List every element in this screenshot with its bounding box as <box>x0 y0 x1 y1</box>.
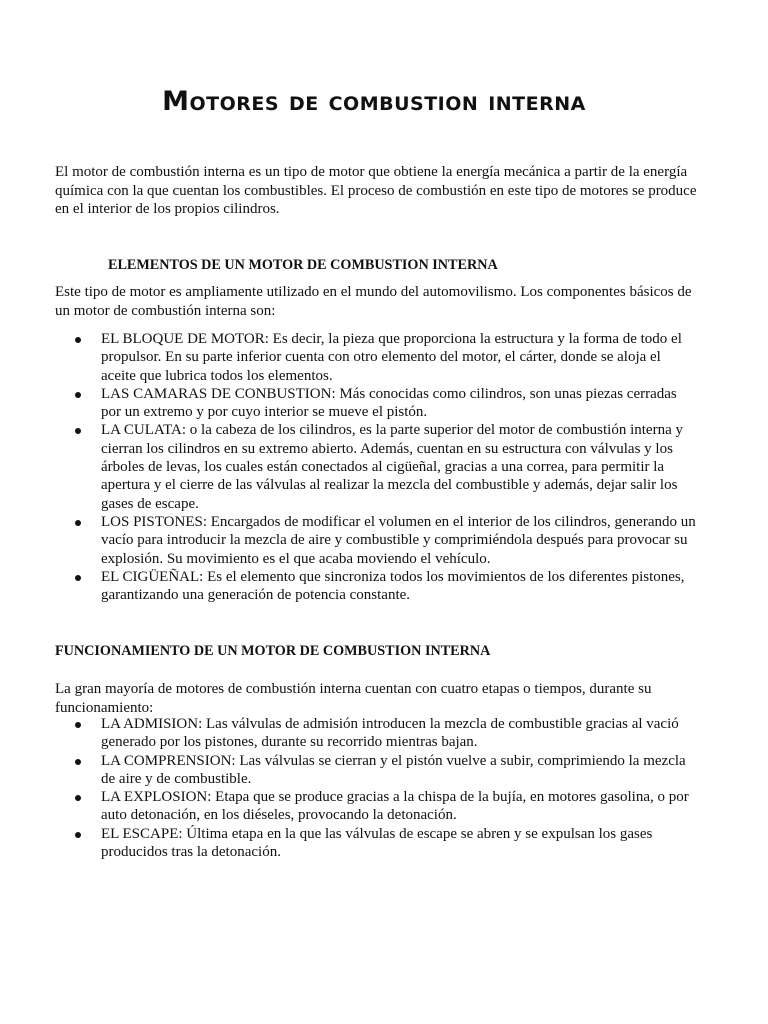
elements-list <box>55 330 715 604</box>
page-title: Motores de combustion interna <box>162 86 586 117</box>
intro-paragraph: El motor de combustión interna es un tipo de motor que obtiene la energía mecánica a partir de la energía química con la que cuentan los combustibles. El proceso de combustión en este tipo de motores se produce en el interior de los propios cilindros. <box>55 164 697 217</box>
function-heading: FUNCIONAMIENTO DE UN MOTOR DE COMBUSTION INTERNA <box>55 643 491 659</box>
bullet-icon <box>75 832 81 838</box>
list-item: LA CULATA: o la cabeza de los cilindros, es la parte superior del motor de combustión interna y cierran los cilindros en su extremo abierto. Además, cuentan en su estructura con válvulas y los árboles de levas, los cuales están conectados al cigüeñal, gracias a una correa, para permitir la apertura y el cierre de las válvulas al realizar la mezcla del combustible y además, dejar salir los gases de escape. <box>55 421 697 512</box>
bullet-icon <box>75 428 81 434</box>
bullet-icon <box>75 337 81 343</box>
bullet-icon <box>75 520 81 526</box>
bullet-icon <box>75 795 81 801</box>
bullet-icon <box>75 759 81 765</box>
elements-heading: ELEMENTOS DE UN MOTOR DE COMBUSTION INTERNA <box>108 257 498 273</box>
function-list <box>55 715 715 861</box>
list-item: LA COMPRENSION: Las válvulas se cierran y el pistón vuelve a subir, comprimiendo la mezcla de aire y de combustible. <box>55 752 697 789</box>
list-item: LAS CAMARAS DE CONBUSTION: Más conocidas como cilindros, son unas piezas cerradas por un extremo y por cuyo interior se mueve el pistón. <box>55 385 697 422</box>
bullet-icon <box>75 575 81 581</box>
list-item: EL CIGÜEÑAL: Es el elemento que sincroniza todos los movimientos de los diferentes pistones, garantizando una generación de potencia constante. <box>55 568 697 605</box>
list-item: LOS PISTONES: Encargados de modificar el volumen en el interior de los cilindros, generando un vacío para introducir la mezcla de aire y combustible y comprimiéndola después para provocar su explosión. Su movimiento es el que acaba moviendo el vehículo. <box>55 513 697 568</box>
function-intro-paragraph: La gran mayoría de motores de combustión interna cuentan con cuatro etapas o tiempos, durante su funcionamiento: <box>55 681 652 716</box>
list-item: LA ADMISION: Las válvulas de admisión introducen la mezcla de combustible gracias al vació generado por los pistones, durante su recorrido mientras bajan. <box>55 715 697 752</box>
bullet-icon <box>75 392 81 398</box>
bullet-icon <box>75 722 81 728</box>
list-item: EL ESCAPE: Última etapa en la que las válvulas de escape se abren y se expulsan los gases producidos tras la detonación. <box>55 825 697 862</box>
list-item: EL BLOQUE DE MOTOR: Es decir, la pieza que proporciona la estructura y la forma de todo el propulsor. En su parte inferior cuenta con otro elemento del motor, el cárter, donde se aloja el aceite que lubrica todos los elementos. <box>55 330 697 385</box>
list-item: LA EXPLOSION: Etapa que se produce gracias a la chispa de la bujía, en motores gasolina, o por auto detonación, en los diéseles, provocando la detonación. <box>55 788 697 825</box>
elements-intro-paragraph: Este tipo de motor es ampliamente utilizado en el mundo del automovilismo. Los componentes básicos de un motor de combustión interna son: <box>55 284 692 319</box>
